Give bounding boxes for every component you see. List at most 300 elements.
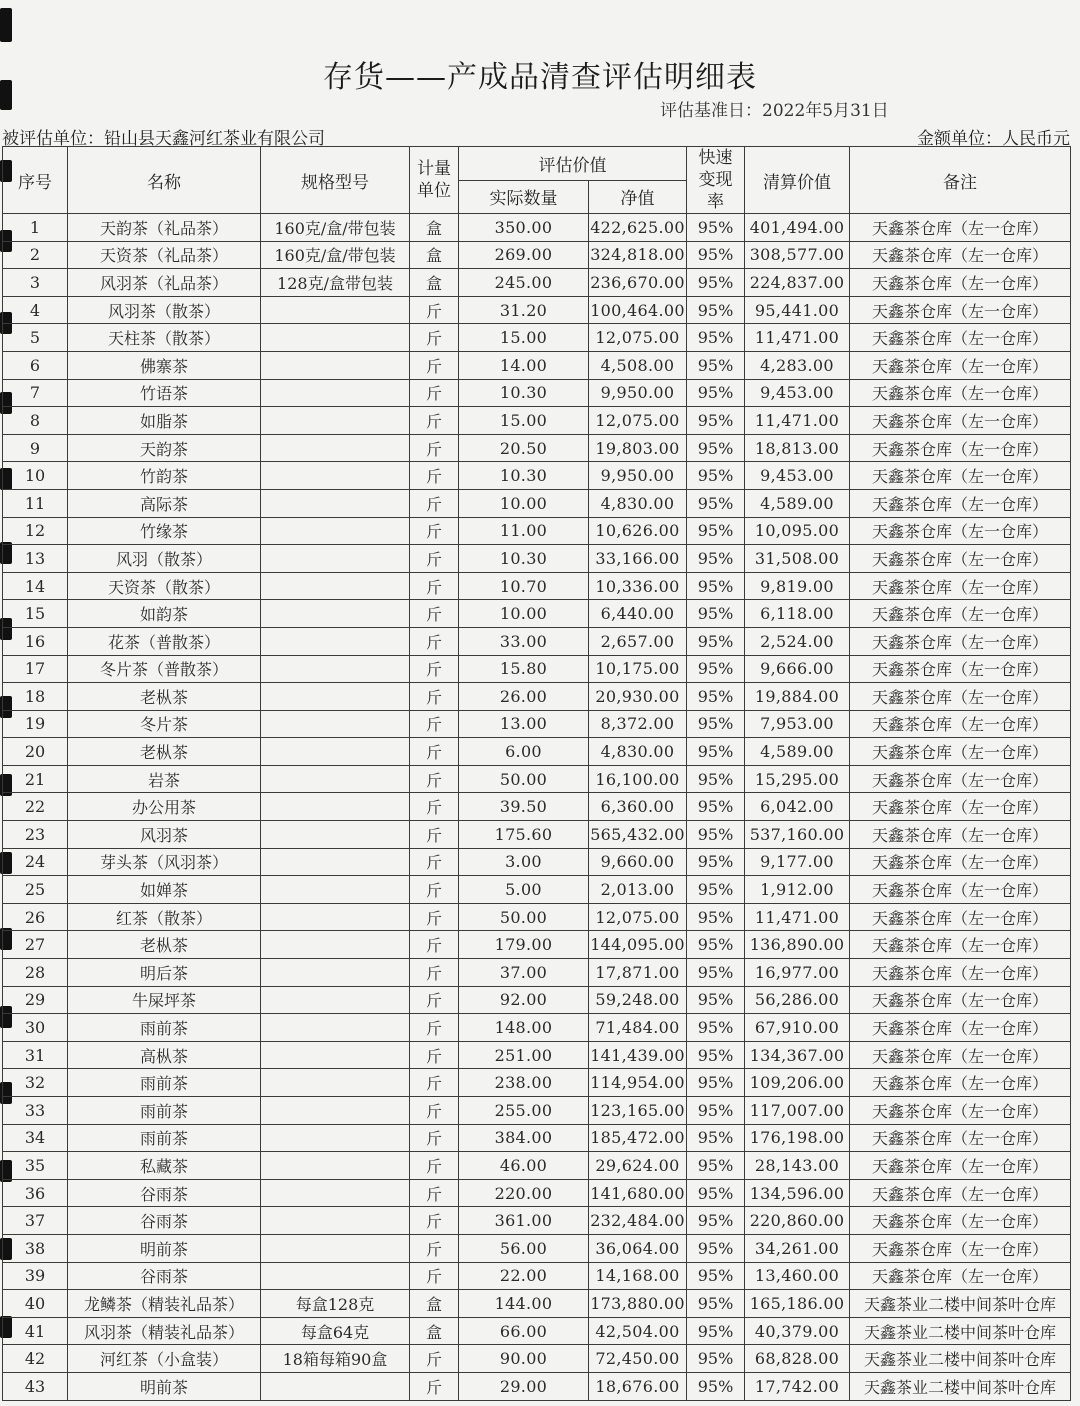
row-unit: 斤 [410, 489, 459, 517]
row-note: 天鑫茶业二楼中间茶叶仓库 [850, 1317, 1071, 1345]
row-rate: 95% [687, 1179, 745, 1207]
row-seq: 30 [3, 1014, 68, 1042]
row-rate: 95% [687, 1069, 745, 1097]
table-row [3, 683, 1071, 711]
row-unit: 斤 [410, 1179, 459, 1207]
row-seq: 2 [3, 241, 68, 269]
row-spec [261, 1234, 410, 1262]
row-name: 如韵茶 [68, 600, 261, 628]
row-rate: 95% [687, 1234, 745, 1262]
row-note: 天鑫茶仓库（左一仓库） [850, 848, 1071, 876]
row-seq: 19 [3, 710, 68, 738]
table-row [3, 489, 1071, 517]
row-note: 天鑫茶仓库（左一仓库） [850, 1124, 1071, 1152]
row-note: 天鑫茶仓库（左一仓库） [850, 545, 1071, 573]
row-name: 谷雨茶 [68, 1207, 261, 1235]
row-seq: 14 [3, 572, 68, 600]
row-net: 59,248.00 [589, 986, 687, 1014]
row-rate: 95% [687, 738, 745, 766]
row-net: 141,439.00 [589, 1041, 687, 1069]
row-rate: 95% [687, 1041, 745, 1069]
row-unit: 斤 [410, 572, 459, 600]
row-net: 123,165.00 [589, 1097, 687, 1125]
row-spec [261, 1207, 410, 1235]
row-rate: 95% [687, 241, 745, 269]
row-unit: 斤 [410, 1234, 459, 1262]
row-liquidation: 176,198.00 [745, 1124, 850, 1152]
row-liquidation: 134,596.00 [745, 1179, 850, 1207]
row-seq: 5 [3, 324, 68, 352]
row-spec: 160克/盒/带包装 [261, 214, 410, 242]
row-name: 天资茶（散茶） [68, 572, 261, 600]
table-row [3, 517, 1071, 545]
table-row [3, 1262, 1071, 1290]
row-name: 天韵茶（礼品茶） [68, 214, 261, 242]
row-name: 高际茶 [68, 489, 261, 517]
table-row [3, 931, 1071, 959]
row-rate: 95% [687, 1014, 745, 1042]
row-qty: 175.60 [459, 821, 589, 849]
row-net: 173,880.00 [589, 1290, 687, 1318]
header-name: 名称 [68, 147, 261, 214]
row-unit: 斤 [410, 903, 459, 931]
row-name: 竹缘茶 [68, 517, 261, 545]
row-note: 天鑫茶仓库（左一仓库） [850, 407, 1071, 435]
row-rate: 95% [687, 1290, 745, 1318]
row-name: 竹韵茶 [68, 462, 261, 490]
row-qty: 11.00 [459, 517, 589, 545]
row-note: 天鑫茶仓库（左一仓库） [850, 627, 1071, 655]
table-row [3, 1317, 1071, 1345]
row-unit: 斤 [410, 1014, 459, 1042]
row-net: 19,803.00 [589, 434, 687, 462]
row-spec [261, 848, 410, 876]
row-liquidation: 40,379.00 [745, 1317, 850, 1345]
row-liquidation: 4,589.00 [745, 738, 850, 766]
row-qty: 350.00 [459, 214, 589, 242]
row-liquidation: 4,283.00 [745, 351, 850, 379]
row-name: 岩茶 [68, 765, 261, 793]
row-name: 天柱茶（散茶） [68, 324, 261, 352]
row-rate: 95% [687, 821, 745, 849]
row-name: 谷雨茶 [68, 1179, 261, 1207]
row-seq: 22 [3, 793, 68, 821]
row-seq: 26 [3, 903, 68, 931]
row-seq: 40 [3, 1290, 68, 1318]
row-spec [261, 1262, 410, 1290]
row-name: 龙鳞茶（精装礼品茶） [68, 1290, 261, 1318]
table-row [3, 655, 1071, 683]
table-row [3, 324, 1071, 352]
row-seq: 13 [3, 545, 68, 573]
row-spec [261, 379, 410, 407]
row-qty: 10.30 [459, 545, 589, 573]
row-net: 9,950.00 [589, 379, 687, 407]
row-qty: 10.00 [459, 600, 589, 628]
row-unit: 斤 [410, 1097, 459, 1125]
row-note: 天鑫茶仓库（左一仓库） [850, 986, 1071, 1014]
row-seq: 37 [3, 1207, 68, 1235]
table-row [3, 1207, 1071, 1235]
row-rate: 95% [687, 296, 745, 324]
row-unit: 斤 [410, 655, 459, 683]
row-name: 雨前茶 [68, 1097, 261, 1125]
row-liquidation: 7,953.00 [745, 710, 850, 738]
row-net: 17,871.00 [589, 959, 687, 987]
row-net: 12,075.00 [589, 324, 687, 352]
row-unit: 斤 [410, 793, 459, 821]
row-seq: 43 [3, 1372, 68, 1400]
row-net: 324,818.00 [589, 241, 687, 269]
row-rate: 95% [687, 517, 745, 545]
row-seq: 27 [3, 931, 68, 959]
row-name: 风羽茶（礼品茶） [68, 269, 261, 297]
row-net: 4,830.00 [589, 489, 687, 517]
row-name: 冬片茶（普散茶） [68, 655, 261, 683]
row-name: 高枞茶 [68, 1041, 261, 1069]
row-rate: 95% [687, 1207, 745, 1235]
row-liquidation: 4,589.00 [745, 489, 850, 517]
row-net: 33,166.00 [589, 545, 687, 573]
row-rate: 95% [687, 600, 745, 628]
row-note: 天鑫茶仓库（左一仓库） [850, 1152, 1071, 1180]
row-spec [261, 655, 410, 683]
row-spec [261, 351, 410, 379]
row-spec [261, 517, 410, 545]
row-rate: 95% [687, 655, 745, 683]
header-liquidation: 清算价值 [745, 147, 850, 214]
row-note: 天鑫茶仓库（左一仓库） [850, 821, 1071, 849]
table-row [3, 627, 1071, 655]
row-qty: 22.00 [459, 1262, 589, 1290]
row-note: 天鑫茶仓库（左一仓库） [850, 710, 1071, 738]
row-liquidation: 136,890.00 [745, 931, 850, 959]
row-spec [261, 462, 410, 490]
row-net: 141,680.00 [589, 1179, 687, 1207]
row-note: 天鑫茶业二楼中间茶叶仓库 [850, 1290, 1071, 1318]
row-name: 竹语茶 [68, 379, 261, 407]
table-row [3, 765, 1071, 793]
row-rate: 95% [687, 627, 745, 655]
row-rate: 95% [687, 462, 745, 490]
row-liquidation: 308,577.00 [745, 241, 850, 269]
row-name: 明前茶 [68, 1372, 261, 1400]
row-unit: 斤 [410, 407, 459, 435]
row-name: 河红茶（小盒装） [68, 1345, 261, 1373]
row-unit: 斤 [410, 931, 459, 959]
row-spec: 160克/盒/带包装 [261, 241, 410, 269]
row-qty: 245.00 [459, 269, 589, 297]
row-unit: 斤 [410, 324, 459, 352]
row-spec [261, 931, 410, 959]
row-liquidation: 11,471.00 [745, 407, 850, 435]
table-body [3, 214, 1071, 1401]
table-row [3, 959, 1071, 987]
row-spec [261, 1372, 410, 1400]
table-row [3, 1372, 1071, 1400]
table-row [3, 379, 1071, 407]
row-spec [261, 324, 410, 352]
row-net: 12,075.00 [589, 903, 687, 931]
row-liquidation: 95,441.00 [745, 296, 850, 324]
row-net: 8,372.00 [589, 710, 687, 738]
row-note: 天鑫茶仓库（左一仓库） [850, 1234, 1071, 1262]
row-net: 565,432.00 [589, 821, 687, 849]
row-qty: 3.00 [459, 848, 589, 876]
row-note: 天鑫茶业二楼中间茶叶仓库 [850, 1345, 1071, 1373]
row-unit: 斤 [410, 1152, 459, 1180]
row-note: 天鑫茶仓库（左一仓库） [850, 876, 1071, 904]
row-name: 谷雨茶 [68, 1262, 261, 1290]
row-seq: 3 [3, 269, 68, 297]
table-row [3, 241, 1071, 269]
row-spec [261, 903, 410, 931]
row-seq: 4 [3, 296, 68, 324]
row-liquidation: 17,742.00 [745, 1372, 850, 1400]
row-note: 天鑫茶仓库（左一仓库） [850, 324, 1071, 352]
row-seq: 10 [3, 462, 68, 490]
row-seq: 34 [3, 1124, 68, 1152]
row-net: 236,670.00 [589, 269, 687, 297]
table-row [3, 1345, 1071, 1373]
row-seq: 18 [3, 683, 68, 711]
row-unit: 斤 [410, 683, 459, 711]
table-row [3, 1234, 1071, 1262]
row-net: 14,168.00 [589, 1262, 687, 1290]
row-note: 天鑫茶仓库（左一仓库） [850, 683, 1071, 711]
row-name: 老枞茶 [68, 738, 261, 766]
row-note: 天鑫茶业二楼中间茶叶仓库 [850, 1372, 1071, 1400]
row-liquidation: 220,860.00 [745, 1207, 850, 1235]
row-rate: 95% [687, 1317, 745, 1345]
row-unit: 斤 [410, 296, 459, 324]
row-seq: 23 [3, 821, 68, 849]
row-unit: 斤 [410, 462, 459, 490]
row-unit: 斤 [410, 1262, 459, 1290]
row-name: 花茶（普散茶） [68, 627, 261, 655]
row-rate: 95% [687, 1262, 745, 1290]
row-qty: 37.00 [459, 959, 589, 987]
row-rate: 95% [687, 903, 745, 931]
row-seq: 15 [3, 600, 68, 628]
row-rate: 95% [687, 1372, 745, 1400]
row-net: 185,472.00 [589, 1124, 687, 1152]
row-qty: 251.00 [459, 1041, 589, 1069]
row-seq: 29 [3, 986, 68, 1014]
row-name: 明前茶 [68, 1234, 261, 1262]
row-net: 10,175.00 [589, 655, 687, 683]
header-qty: 实际数量 [459, 180, 589, 214]
row-name: 如脂茶 [68, 407, 261, 435]
row-name: 天资茶（礼品茶） [68, 241, 261, 269]
row-liquidation: 68,828.00 [745, 1345, 850, 1373]
table-row [3, 1069, 1071, 1097]
row-unit: 斤 [410, 351, 459, 379]
row-qty: 238.00 [459, 1069, 589, 1097]
row-rate: 95% [687, 489, 745, 517]
row-note: 天鑫茶仓库（左一仓库） [850, 1097, 1071, 1125]
row-seq: 42 [3, 1345, 68, 1373]
row-seq: 28 [3, 959, 68, 987]
row-liquidation: 11,471.00 [745, 324, 850, 352]
row-net: 12,075.00 [589, 407, 687, 435]
row-note: 天鑫茶仓库（左一仓库） [850, 738, 1071, 766]
row-unit: 斤 [410, 959, 459, 987]
row-qty: 15.00 [459, 407, 589, 435]
row-qty: 144.00 [459, 1290, 589, 1318]
row-net: 2,013.00 [589, 876, 687, 904]
table-header [3, 147, 1071, 214]
row-liquidation: 28,143.00 [745, 1152, 850, 1180]
row-spec [261, 407, 410, 435]
row-qty: 10.30 [459, 379, 589, 407]
row-note: 天鑫茶仓库（左一仓库） [850, 959, 1071, 987]
row-spec [261, 1014, 410, 1042]
row-liquidation: 134,367.00 [745, 1041, 850, 1069]
row-qty: 39.50 [459, 793, 589, 821]
row-note: 天鑫茶仓库（左一仓库） [850, 1041, 1071, 1069]
row-unit: 斤 [410, 765, 459, 793]
row-seq: 16 [3, 627, 68, 655]
row-liquidation: 224,837.00 [745, 269, 850, 297]
row-seq: 17 [3, 655, 68, 683]
row-note: 天鑫茶仓库（左一仓库） [850, 1262, 1071, 1290]
row-seq: 21 [3, 765, 68, 793]
row-liquidation: 19,884.00 [745, 683, 850, 711]
table-row [3, 710, 1071, 738]
row-spec [261, 710, 410, 738]
row-seq: 11 [3, 489, 68, 517]
row-unit: 盒 [410, 1317, 459, 1345]
row-name: 如婵茶 [68, 876, 261, 904]
row-seq: 20 [3, 738, 68, 766]
row-name: 风羽茶（散茶） [68, 296, 261, 324]
row-liquidation: 9,666.00 [745, 655, 850, 683]
row-name: 私藏茶 [68, 1152, 261, 1180]
row-seq: 8 [3, 407, 68, 435]
row-name: 牛屎坪茶 [68, 986, 261, 1014]
row-name: 冬片茶 [68, 710, 261, 738]
row-liquidation: 16,977.00 [745, 959, 850, 987]
row-liquidation: 1,912.00 [745, 876, 850, 904]
table-row [3, 1097, 1071, 1125]
row-note: 天鑫茶仓库（左一仓库） [850, 1179, 1071, 1207]
row-net: 16,100.00 [589, 765, 687, 793]
row-rate: 95% [687, 1152, 745, 1180]
currency-unit: 金额单位：人民币元 [917, 129, 1070, 149]
row-name: 芽头茶（风羽茶） [68, 848, 261, 876]
row-net: 9,660.00 [589, 848, 687, 876]
row-name: 天韵茶 [68, 434, 261, 462]
row-rate: 95% [687, 324, 745, 352]
row-note: 天鑫茶仓库（左一仓库） [850, 351, 1071, 379]
row-qty: 10.00 [459, 489, 589, 517]
row-spec [261, 1069, 410, 1097]
row-liquidation: 9,177.00 [745, 848, 850, 876]
row-name: 雨前茶 [68, 1124, 261, 1152]
table-row [3, 407, 1071, 435]
row-liquidation: 537,160.00 [745, 821, 850, 849]
row-note: 天鑫茶仓库（左一仓库） [850, 765, 1071, 793]
header-net: 净值 [589, 180, 687, 214]
row-qty: 33.00 [459, 627, 589, 655]
row-unit: 斤 [410, 1372, 459, 1400]
table-row [3, 462, 1071, 490]
row-rate: 95% [687, 931, 745, 959]
row-unit: 斤 [410, 848, 459, 876]
row-unit: 斤 [410, 710, 459, 738]
header-note: 备注 [850, 147, 1071, 214]
row-qty: 220.00 [459, 1179, 589, 1207]
row-rate: 95% [687, 214, 745, 242]
table-row [3, 986, 1071, 1014]
row-unit: 盒 [410, 241, 459, 269]
row-qty: 50.00 [459, 765, 589, 793]
row-spec [261, 1124, 410, 1152]
row-unit: 斤 [410, 738, 459, 766]
row-rate: 95% [687, 269, 745, 297]
row-name: 风羽（散茶） [68, 545, 261, 573]
row-spec [261, 627, 410, 655]
row-rate: 95% [687, 1124, 745, 1152]
row-note: 天鑫茶仓库（左一仓库） [850, 1069, 1071, 1097]
table-row [3, 1290, 1071, 1318]
header-seq: 序号 [3, 147, 68, 214]
row-qty: 15.80 [459, 655, 589, 683]
row-spec [261, 1179, 410, 1207]
row-qty: 15.00 [459, 324, 589, 352]
row-seq: 7 [3, 379, 68, 407]
row-name: 老枞茶 [68, 683, 261, 711]
row-liquidation: 117,007.00 [745, 1097, 850, 1125]
row-spec: 每盒128克 [261, 1290, 410, 1318]
row-net: 71,484.00 [589, 1014, 687, 1042]
row-qty: 46.00 [459, 1152, 589, 1180]
table-row [3, 903, 1071, 931]
row-unit: 斤 [410, 986, 459, 1014]
row-rate: 95% [687, 407, 745, 435]
row-net: 6,440.00 [589, 600, 687, 628]
row-qty: 255.00 [459, 1097, 589, 1125]
table-row [3, 738, 1071, 766]
row-rate: 95% [687, 434, 745, 462]
inventory-table [2, 146, 1071, 1401]
row-name: 办公用茶 [68, 793, 261, 821]
row-rate: 95% [687, 683, 745, 711]
header-unit: 计量单位 [410, 147, 459, 214]
row-qty: 20.50 [459, 434, 589, 462]
row-liquidation: 15,295.00 [745, 765, 850, 793]
table-row [3, 545, 1071, 573]
row-seq: 32 [3, 1069, 68, 1097]
row-rate: 95% [687, 710, 745, 738]
row-net: 144,095.00 [589, 931, 687, 959]
row-qty: 29.00 [459, 1372, 589, 1400]
row-spec [261, 986, 410, 1014]
table-row [3, 269, 1071, 297]
row-spec [261, 489, 410, 517]
row-unit: 斤 [410, 821, 459, 849]
row-qty: 10.30 [459, 462, 589, 490]
row-net: 36,064.00 [589, 1234, 687, 1262]
row-spec [261, 545, 410, 573]
row-note: 天鑫茶仓库（左一仓库） [850, 517, 1071, 545]
base-date: 评估基准日：2022年5月31日 [660, 101, 889, 121]
header-rate: 快速变现率 [687, 147, 745, 214]
table-row [3, 351, 1071, 379]
row-note: 天鑫茶仓库（左一仓库） [850, 379, 1071, 407]
row-rate: 95% [687, 1345, 745, 1373]
